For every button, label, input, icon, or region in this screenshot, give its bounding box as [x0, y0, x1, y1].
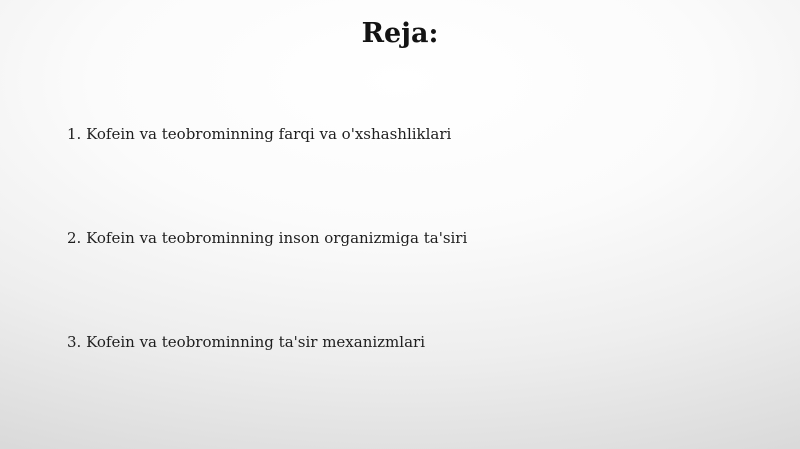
- plan-item-2: 2. Kofein va teobrominning inson organizmiga ta'siri: [67, 229, 468, 247]
- plan-item-1: 1. Kofein va teobrominning farqi va o'xshashliklari: [67, 125, 452, 143]
- slide-title: Reja:: [361, 18, 439, 49]
- plan-item-3: 3. Kofein va teobrominning ta'sir mexanizmlari: [67, 333, 425, 351]
- plan-list: [67, 124, 467, 352]
